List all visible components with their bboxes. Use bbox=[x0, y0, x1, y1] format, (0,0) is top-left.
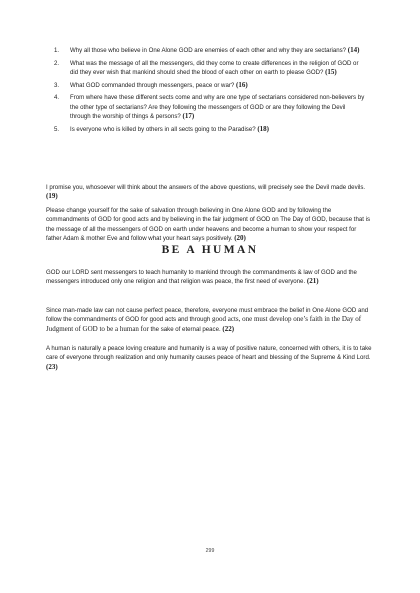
paragraph-change-yourself bbox=[46, 206, 372, 244]
question-number: 2. bbox=[54, 59, 60, 67]
reference-number: (17) bbox=[182, 112, 195, 120]
section-heading: BE A HUMAN bbox=[161, 244, 259, 256]
paragraph-text: GOD our LORD sent messengers to teach humanity to mankind through the commandments & law of GOD and the messengers introduced only one religion and that religion was peace, the first need of everyone. bbox=[46, 269, 357, 286]
paragraph-man-made-law bbox=[46, 306, 372, 334]
paragraph-messengers bbox=[46, 268, 372, 287]
question-text: Is everyone who is killed by others in all sects going to the Paradise? bbox=[70, 125, 256, 133]
question-text: What GOD commanded through messengers, peace or war? bbox=[70, 81, 235, 89]
page-number: 299 bbox=[205, 548, 215, 554]
paragraph-text: Since man-made law can not cause perfect peace, therefore, everyone must embrace the belief in One Alone GOD and follow the commandments of GOD for good acts and through bbox=[46, 307, 369, 324]
question-number: 5. bbox=[54, 125, 60, 133]
paragraph-human-nature bbox=[46, 344, 372, 372]
reference-number: (23) bbox=[46, 362, 58, 371]
question-text: Why all those who believe in One Alone GOD are enemies of each other and why they are sectarians? bbox=[70, 47, 347, 54]
question-text: From where have these different sects come and why are one type of sectarians considered non-believers by the other type of sectarians? Are they following the messengers of GOD or are they following the Devil through the worship of things & persons? bbox=[70, 94, 365, 120]
paragraph-promise bbox=[46, 183, 372, 202]
paragraph-text-serif: good acts, one must develop one’s faith in the Day of Judgment of GOD to be a human for bbox=[46, 315, 362, 333]
question-number: 1. bbox=[54, 47, 60, 54]
question-item bbox=[54, 93, 366, 121]
question-number: 4. bbox=[54, 94, 60, 102]
question-list bbox=[54, 46, 366, 137]
reference-number: (18) bbox=[257, 124, 269, 133]
question-item bbox=[54, 46, 366, 55]
question-item bbox=[54, 59, 366, 78]
question-item bbox=[54, 81, 366, 90]
question-number: 3. bbox=[54, 81, 60, 89]
paragraph-text: the sake of eternal peace. bbox=[150, 325, 221, 333]
reference-number: (14) bbox=[347, 46, 360, 54]
paragraph-text: Please change yourself for the sake of salvation through believing in One Alone GOD and by following the commandments of GOD for good acts and by believing in the fair judgment of GOD on The Day of GOD, because that is the message of all the messengers of GOD on earth under heavens and become a human to show your respect for father Adam & mother Eve and follow what your heart says positively. bbox=[46, 207, 371, 243]
reference-number: (21) bbox=[306, 277, 319, 286]
question-item bbox=[54, 125, 366, 134]
paragraph-text: A human is naturally a peace loving creature and humanity is a way of positive nature, concerned with others, it is to take care of everyone through realization and only humanity causes peace of heart and blessing of the Supreme & Kind Lord. bbox=[46, 345, 372, 362]
question-text: What was the message of all the messengers, did they come to create differences in the religion of GOD or did they ever wish that mankind should shed the blood of each other on earth to please GOD? bbox=[70, 59, 359, 76]
reference-number: (15) bbox=[325, 68, 337, 76]
paragraph-text: I promise you, whosoever will think about the answers of the above questions, will precisely see the Devil made devils. bbox=[46, 184, 366, 191]
reference-number: (19) bbox=[46, 192, 58, 201]
reference-number: (16) bbox=[235, 80, 248, 89]
reference-number: (22) bbox=[222, 324, 235, 333]
reference-number: (20) bbox=[234, 234, 246, 243]
